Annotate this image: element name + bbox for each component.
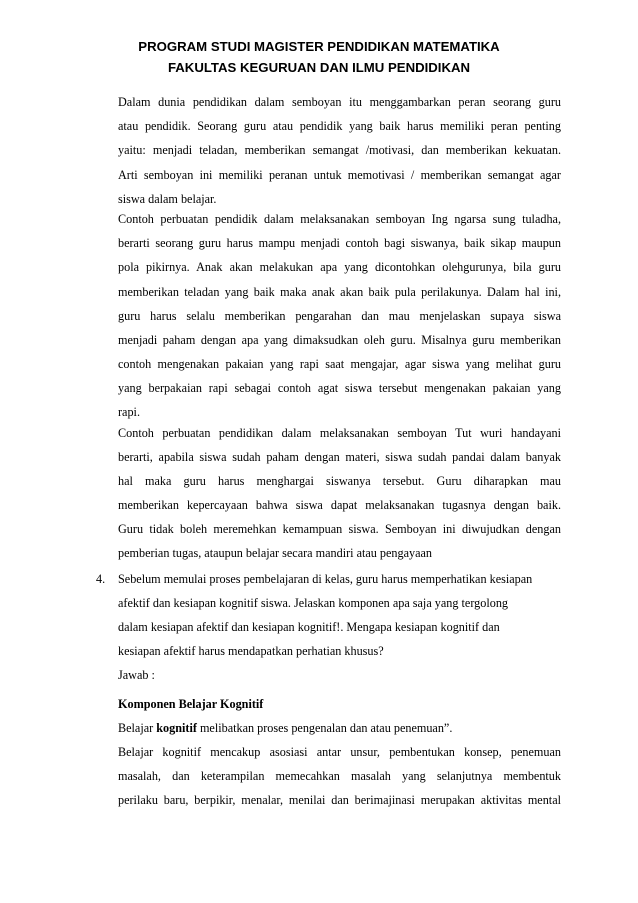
- answer-label: Jawab :: [118, 668, 155, 682]
- paragraph-line: yaitu: menjadi teladan, memberikan semangat /motivasi, dan memberikan kekuatan.: [118, 143, 561, 157]
- question-line: kesiapan afektif harus mendapatkan perhatian khusus?: [118, 644, 384, 658]
- paragraph-line: Guru tidak boleh meremehkan kemampuan siswa. Semboyan ini diwujudkan dengan: [118, 522, 561, 536]
- paragraph-line: siswa dalam belajar.: [118, 192, 217, 206]
- paragraph-line: contoh mengenakan pakaian yang rapi saat mengajar, agar siswa yang melihat guru: [118, 357, 561, 371]
- answer-line: perilaku baru, berpikir, menalar, menilai dan berimajinasi merupakan aktivitas mental: [118, 793, 561, 807]
- question-number: 4.: [96, 572, 106, 586]
- paragraph-line: menjadi paham dengan apa yang dimaksudkan oleh guru. Misalnya guru memberikan: [118, 333, 561, 347]
- header-program: PROGRAM STUDI MAGISTER PENDIDIKAN MATEMATIKA: [138, 39, 500, 54]
- paragraph-line: berarti, apabila siswa sudah paham dengan materi, siswa sudah pandai dalam banyak: [118, 450, 561, 464]
- paragraph-line: berarti seorang guru harus mampu menjadi contoh bagi siswanya, baik sikap maupun: [118, 236, 561, 250]
- question-line: dalam kesiapan afektif dan kesiapan kognitif!. Mengapa kesiapan kognitif dan: [118, 620, 500, 634]
- paragraph-line: yang berpakaian rapi sebagai contoh agat siswa tersebut mengenakan pakaian yang: [118, 381, 561, 395]
- answer-line: masalah, dan keterampilan memecahkan masalah yang selanjutnya membentuk: [118, 769, 561, 783]
- definition-prefix: Belajar: [118, 721, 157, 735]
- paragraph-line: Arti semboyan ini memiliki peranan untuk memotivasi / memberikan semangat agar: [118, 168, 561, 182]
- paragraph-line: pola pikirnya. Anak akan melakukan apa yang dicontohkan olehgurunya, bila guru: [118, 260, 561, 274]
- paragraph-line: rapi.: [118, 405, 140, 419]
- answer-heading: Komponen Belajar Kognitif: [118, 697, 264, 711]
- paragraph-line: Dalam dunia pendidikan dalam semboyan itu menggambarkan peran seorang guru: [118, 95, 561, 109]
- page-header: [0, 36, 638, 78]
- definition-rest: melibatkan proses pengenalan dan atau penemuan”.: [196, 721, 453, 735]
- paragraph-line: memberikan kepercayaan bahwa siswa dapat melaksanakan tugasnya dengan baik.: [118, 498, 561, 512]
- paragraph-line: atau pendidik. Seorang guru atau pendidik yang baik harus memiliki peran penting: [118, 119, 561, 133]
- paragraph-line: memberikan teladan yang baik maka anak akan baik pula perilakunya. Dalam hal ini,: [118, 285, 561, 299]
- paragraph-line: hal maka guru harus menghargai siswanya tersebut. Guru diharapkan mau: [118, 474, 561, 488]
- answer-definition: [118, 720, 561, 737]
- paragraph-line: guru harus selalu memberikan pengarahan dan mau menjelaskan supaya siswa: [118, 309, 561, 323]
- paragraph-line: Contoh perbuatan pendidik dalam melaksanakan semboyan Ing ngarsa sung tuladha,: [118, 212, 561, 226]
- question-line: Sebelum memulai proses pembelajaran di kelas, guru harus memperhatikan kesiapan: [118, 572, 533, 586]
- header-faculty: FAKULTAS KEGURUAN DAN ILMU PENDIDIKAN: [167, 60, 471, 75]
- paragraph-line: Contoh perbuatan pendidikan dalam melaksanakan semboyan Tut wuri handayani: [118, 426, 561, 440]
- question-line: afektif dan kesiapan kognitif siswa. Jelaskan komponen apa saja yang tergolong: [118, 596, 509, 610]
- answer-line: Belajar kognitif mencakup asosiasi antar unsur, pembentukan konsep, penemuan: [118, 745, 561, 759]
- definition-keyword: kognitif: [156, 721, 197, 735]
- paragraph-line: pemberian tugas, ataupun belajar secara mandiri atau pengayaan: [118, 546, 433, 560]
